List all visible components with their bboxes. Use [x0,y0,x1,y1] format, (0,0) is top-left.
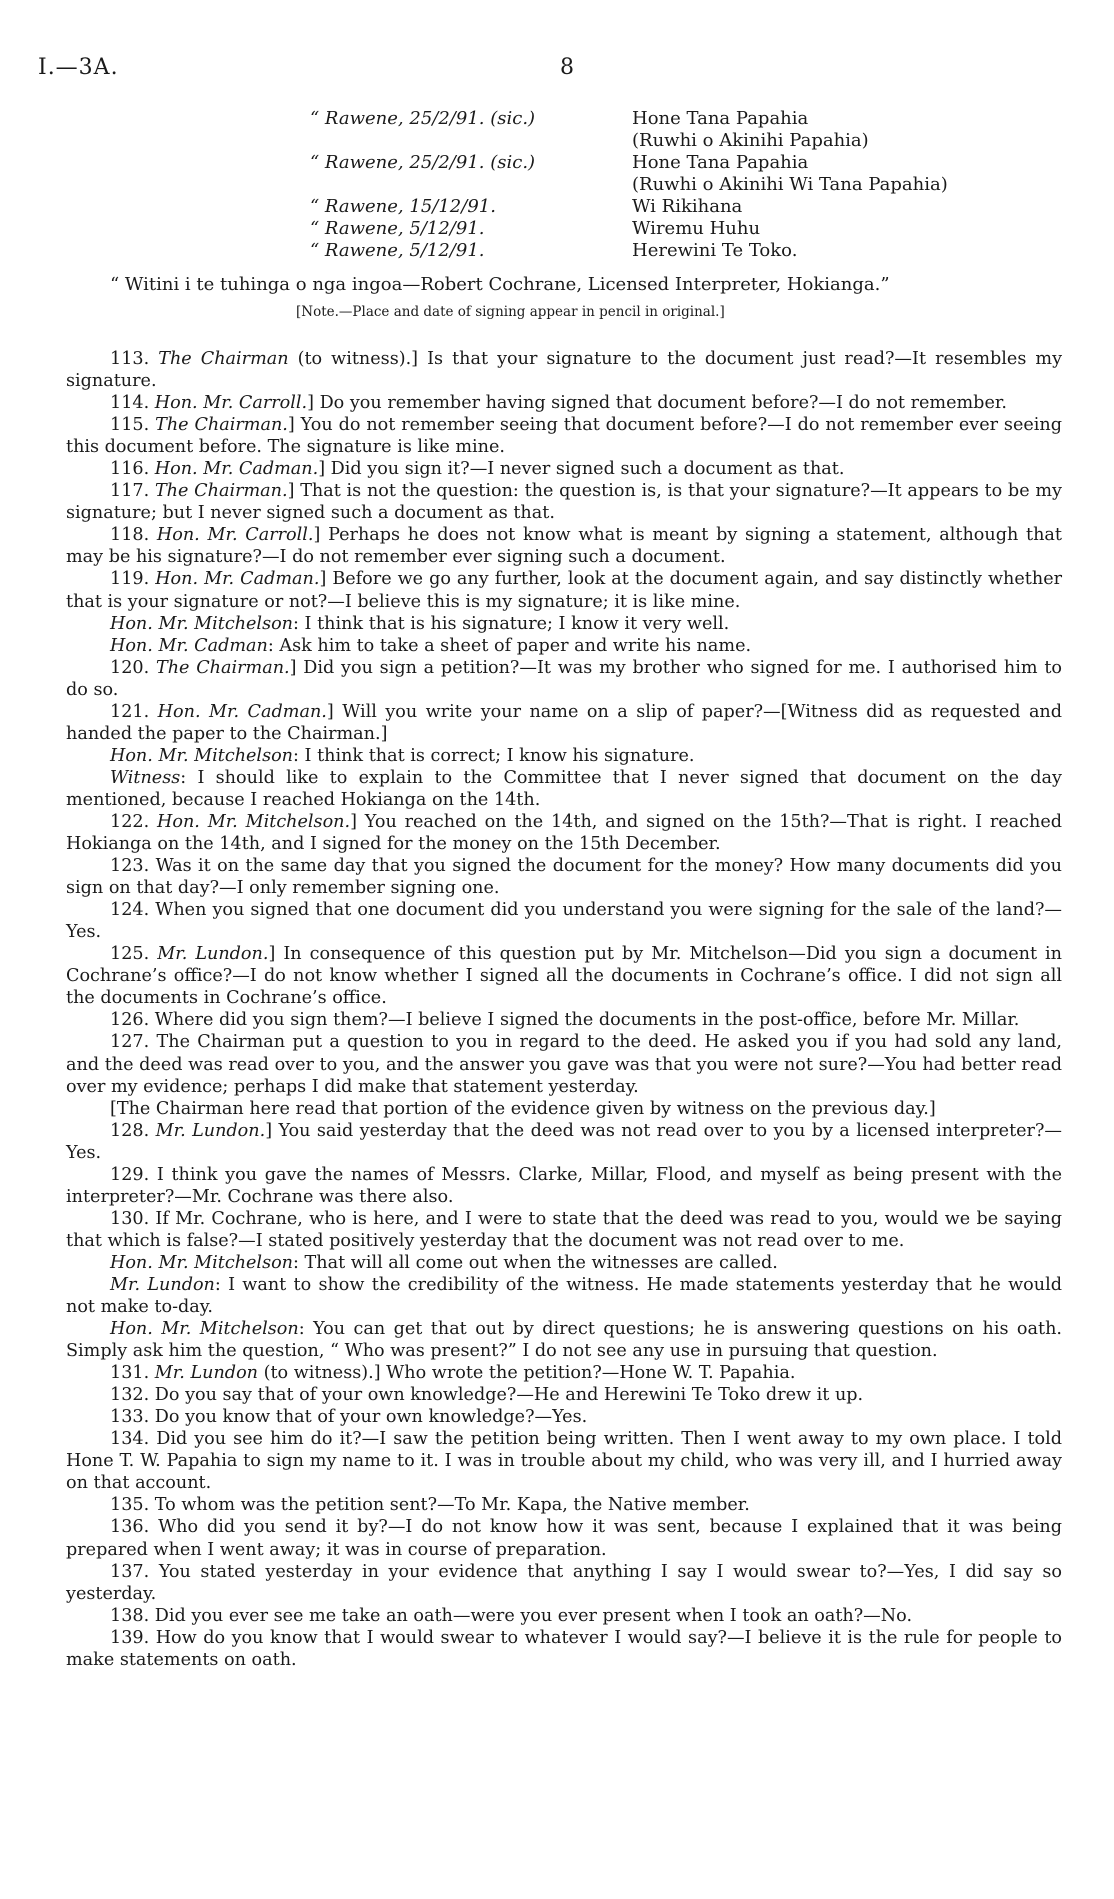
signature-place-date [310,130,632,152]
evidence-paragraph [66,480,1062,524]
evidence-paragraph [66,1031,1062,1097]
speaker-name: Hon. Mr. Mitchelson [110,1252,294,1273]
signatory-name: Wiremu Huhu [632,218,761,239]
evidence-paragraph [66,811,1062,855]
question-number: 132. [110,1385,150,1406]
question-number: 117. [110,481,150,502]
evidence-paragraph [66,635,1062,657]
question-number: 124. [110,900,150,921]
paragraph-text: Did you ever see me take an oath—were you ever present when I took an oath?—No. [154,1605,913,1626]
speaker-name: Hon. Mr. Mitchelson [110,613,294,634]
speaker-name: Hon. Mr. Carroll. [154,393,308,414]
question-number: 122. [110,811,150,832]
speaker-name: Mr. Lundon. [155,1120,266,1141]
speaker-name: Mr. Lundon [154,1363,258,1384]
question-number: 131. [110,1363,150,1384]
question-number: 135. [110,1495,150,1516]
signature-place-date [310,108,632,130]
paragraph-text: I think you gave the names of Messrs. Clarke, Millar, Flood, and myself as being present with the interpreter?—Mr. Cochrane was there also. [66,1164,1062,1207]
signatory-name: (Ruwhi o Akinihi Papahia) [632,130,869,151]
speaker-name: Hon. Mr. Mitchelson. [157,811,351,832]
signature-date: 15/12/91. [409,196,496,217]
speaker-name: Mr. Lundon [110,1274,215,1295]
speaker-name: Hon. Mr. Carroll. [156,525,314,546]
evidence-paragraph [66,1208,1062,1252]
evidence-paragraph [66,855,1062,899]
signature-row [310,152,1070,174]
question-number: 139. [110,1627,150,1648]
note: [Note.—Place and date of signing appear in pencil in original.] [296,304,725,320]
paragraph-text: [The Chairman here read that portion of the evidence given by witness on the previous day.] [110,1098,936,1119]
signatory-name: (Ruwhi o Akinihi Wi Tana Papahia) [632,174,948,195]
evidence-paragraph [66,1494,1062,1516]
evidence-paragraph [66,899,1062,943]
paragraph-text: ] Did you sign it?—I never signed such a document as that. [318,459,845,480]
signature-row [310,130,1070,152]
document-reference: I.—3A. [38,55,119,80]
signature-place-date [310,152,632,174]
question-number: 114. [110,393,150,414]
paragraph-text: ] That is not the question: the question is, is that your signature?—It appears to be my signature; but I never signed such a document as that. [66,481,1062,524]
question-number: 127. [110,1032,150,1053]
question-number: 128. [110,1120,150,1141]
speaker-name: Hon. Mr. Cadman. [155,569,320,590]
evidence-paragraph [66,1098,1062,1120]
evidence-paragraph [66,524,1062,568]
signature-place-date [310,174,632,196]
question-number: 121. [110,701,150,722]
paragraph-text: ] You reached on the 14th, and signed on the 15th?—That is right. I reached Hokianga on the 14th, and I signed for the money on the 15th December. [66,811,1063,855]
paragraph-text: ] Did you sign a petition?—It was my brother who signed for me. I authorised him to do so. [66,657,1063,700]
paragraph-text: ] In consequence of this question put by Mr. Mitchelson—Did you sign a document in Cochrane’s office?—I do not know whether I signed all the documents in Cochrane’s office. I did not sign all the documents in Cochrane’s office. [66,944,1062,1009]
question-number: 130. [110,1208,150,1229]
signature-date: 5/12/91. [409,218,485,239]
evidence-paragraph [66,1009,1062,1031]
paragraph-text: ] Do you remember having signed that document before?—I do not remember. [307,393,1007,414]
signature-row [310,108,1070,130]
evidence-paragraph [66,1406,1062,1428]
witness-line: “ Witini i te tuhinga o nga ingoa—Robert Cochrane, Licensed Interpreter, Hokianga.” [110,274,890,295]
evidence-paragraph [66,458,1062,480]
paragraph-text: (to witness).] Is that your signature to the document just read?—It resembles my signature. [66,349,1063,392]
signatory-name: Wi Rikihana [632,196,743,217]
paragraph-text: (to witness).] Who wrote the petition?—Hone W. T. Papahia. [258,1363,796,1384]
question-number: 138. [110,1605,150,1626]
paragraph-text: Did you see him do it?—I saw the petition being written. Then I went away to my own place. I told Hone T. W. Papahia to sign my name to it. I was in trouble about my child, who was very ill, and I hurried away on that account. [66,1429,1063,1494]
speaker-name: Hon. Mr. Cadman [110,635,268,656]
paragraph-text: : I think that is correct; I know his signature. [293,745,695,766]
evidence-paragraph [66,1120,1062,1164]
signature-place-date [310,218,632,240]
question-number: 113. [110,349,150,369]
signatory-name: Hone Tana Papahia [632,108,809,129]
question-number: 137. [110,1561,150,1582]
paragraph-text: : I want to show the credibility of the witness. He made statements yesterday that he would not make to-day. [66,1274,1062,1318]
paragraph-text: : You can get that out by direct questions; he is answering questions on his oath. Simply ask him the question, “ Who was present?” I do not see any use in pursuing that question. [66,1319,1062,1362]
paragraph-text: You stated yesterday in your evidence that anything I say I would swear to?—Yes, I did say so yesterday. [66,1561,1062,1604]
speaker-name: The Chairman. [155,657,290,678]
signature-place-date [310,240,632,262]
evidence-paragraph [66,613,1062,635]
speaker-name: The Chairman [158,349,289,369]
signature-place: “ Rawene, [310,152,404,173]
signature-row [310,174,1070,196]
speaker-name: Hon. Mr. Cadman. [157,701,327,722]
paragraph-text: : I think that is his signature; I know it very well. [293,613,730,634]
speaker-name: Mr. Lundon. [157,944,269,965]
signature-date: 25/2/91. (sic.) [409,108,536,129]
evidence-paragraph [66,943,1062,1009]
paragraph-text: When you signed that one document did you understand you were signing for the sale of the land?—Yes. [66,900,1062,943]
speaker-name: Hon. Mr. Mitchelson [110,1319,299,1340]
evidence-body [66,348,1062,1671]
paragraph-text: If Mr. Cochrane, who is here, and I were to state that the deed was read to you, would we be saying that which is false?—I stated positively yesterday that the document was not read over to me. [66,1208,1063,1251]
paragraph-text: : That will all come out when the witnesses are called. [293,1252,778,1273]
signatory-name: Herewini Te Toko. [632,240,798,261]
paragraph-text: To whom was the petition sent?—To Mr. Kapa, the Native member. [154,1495,750,1516]
question-number: 129. [110,1164,150,1185]
signature-place: “ Rawene, [310,196,404,217]
paragraph-text: : Ask him to take a sheet of paper and write his name. [267,635,752,656]
evidence-paragraph [66,1428,1062,1494]
signature-row [310,196,1070,218]
signature-place: “ Rawene, [310,240,404,261]
evidence-paragraph [66,1561,1062,1605]
question-number: 119. [110,569,150,590]
paragraph-text: ] Before we go any further, look at the document again, and say distinctly whether that is your signature or not?—I believe this is my signature; it is like mine. [66,569,1063,612]
evidence-paragraph [66,1274,1062,1318]
paragraph-text: Where did you sign them?—I believe I signed the documents in the post-office, before Mr. Millar. [154,1010,1020,1031]
paragraph-text: ] You said yesterday that the deed was not read over to you by a licensed interpreter?—Yes. [66,1120,1062,1163]
question-number: 136. [110,1517,150,1538]
page-number: 8 [560,55,574,80]
speaker-name: Witness [110,767,181,788]
question-number: 116. [110,459,150,480]
evidence-paragraph [66,1362,1062,1384]
signatory-name: Hone Tana Papahia [632,152,809,173]
paragraph-text: ] Perhaps he does not know what is meant by signing a statement, although that may be his signature?—I do not remember ever signing such a document. [66,525,1062,568]
question-number: 134. [110,1429,150,1450]
evidence-paragraph [66,1627,1062,1671]
evidence-paragraph [66,348,1062,392]
evidence-paragraph [66,414,1062,458]
evidence-paragraph [66,1318,1062,1362]
paragraph-text: ] Will you write your name on a slip of paper?—[Witness did as requested and handed the paper to the Chairman.] [66,701,1063,744]
evidence-paragraph [66,767,1062,811]
evidence-paragraph [66,1252,1062,1274]
evidence-paragraph [66,657,1062,701]
signature-list [310,108,1070,262]
paragraph-text: ] You do not remember seeing that document before?—I do not remember ever seeing this document before. The signature is like mine. [66,415,1062,458]
paragraph-text: Was it on the same day that you signed the document for the money? How many documents did you sign on that day?—I only remember signing one. [66,856,1063,899]
evidence-paragraph [66,701,1062,745]
signature-row [310,240,1070,262]
paragraph-text: Do you know that of your own knowledge?—Yes. [154,1407,588,1428]
signature-date: 5/12/91. [409,240,485,261]
signature-place: “ Rawene, [310,108,404,129]
signature-row [310,218,1070,240]
paragraph-text: The Chairman put a question to you in regard to the deed. He asked you if you had sold any land, and the deed was read over to you, and the answer you gave was that you were not sure?—You had better read over my evidence; perhaps I did make that statement yesterday. [66,1032,1063,1097]
speaker-name: Hon. Mr. Mitchelson [110,745,294,766]
evidence-paragraph [66,568,1062,612]
evidence-paragraph [66,1605,1062,1627]
paragraph-text: : I should like to explain to the Committee that I never signed that document on the day mentioned, because I reached Hokianga on the 14th. [66,767,1062,810]
signature-place-date [310,196,632,218]
question-number: 115. [110,415,150,436]
evidence-paragraph [66,1164,1062,1208]
question-number: 120. [110,657,150,678]
paragraph-text: Do you say that of your own knowledge?—He and Herewini Te Toko drew it up. [154,1385,864,1406]
question-number: 125. [110,944,150,965]
evidence-paragraph [66,745,1062,767]
signature-place: “ Rawene, [310,218,404,239]
question-number: 118. [110,525,150,546]
question-number: 123. [110,856,150,877]
paragraph-text: How do you know that I would swear to whatever I would say?—I believe it is the rule for people to make statements on oath. [66,1627,1063,1670]
signature-date: 25/2/91. (sic.) [409,152,536,173]
evidence-paragraph [66,1384,1062,1406]
speaker-name: Hon. Mr. Cadman. [154,459,319,480]
evidence-paragraph [66,1516,1062,1560]
speaker-name: The Chairman. [155,415,288,436]
question-number: 126. [110,1010,150,1031]
speaker-name: The Chairman. [154,481,288,502]
evidence-paragraph [66,392,1062,414]
question-number: 133. [110,1407,150,1428]
paragraph-text: Who did you send it by?—I do not know how it was sent, because I explained that it was being prepared when I went away; it was in course of preparation. [66,1517,1062,1560]
